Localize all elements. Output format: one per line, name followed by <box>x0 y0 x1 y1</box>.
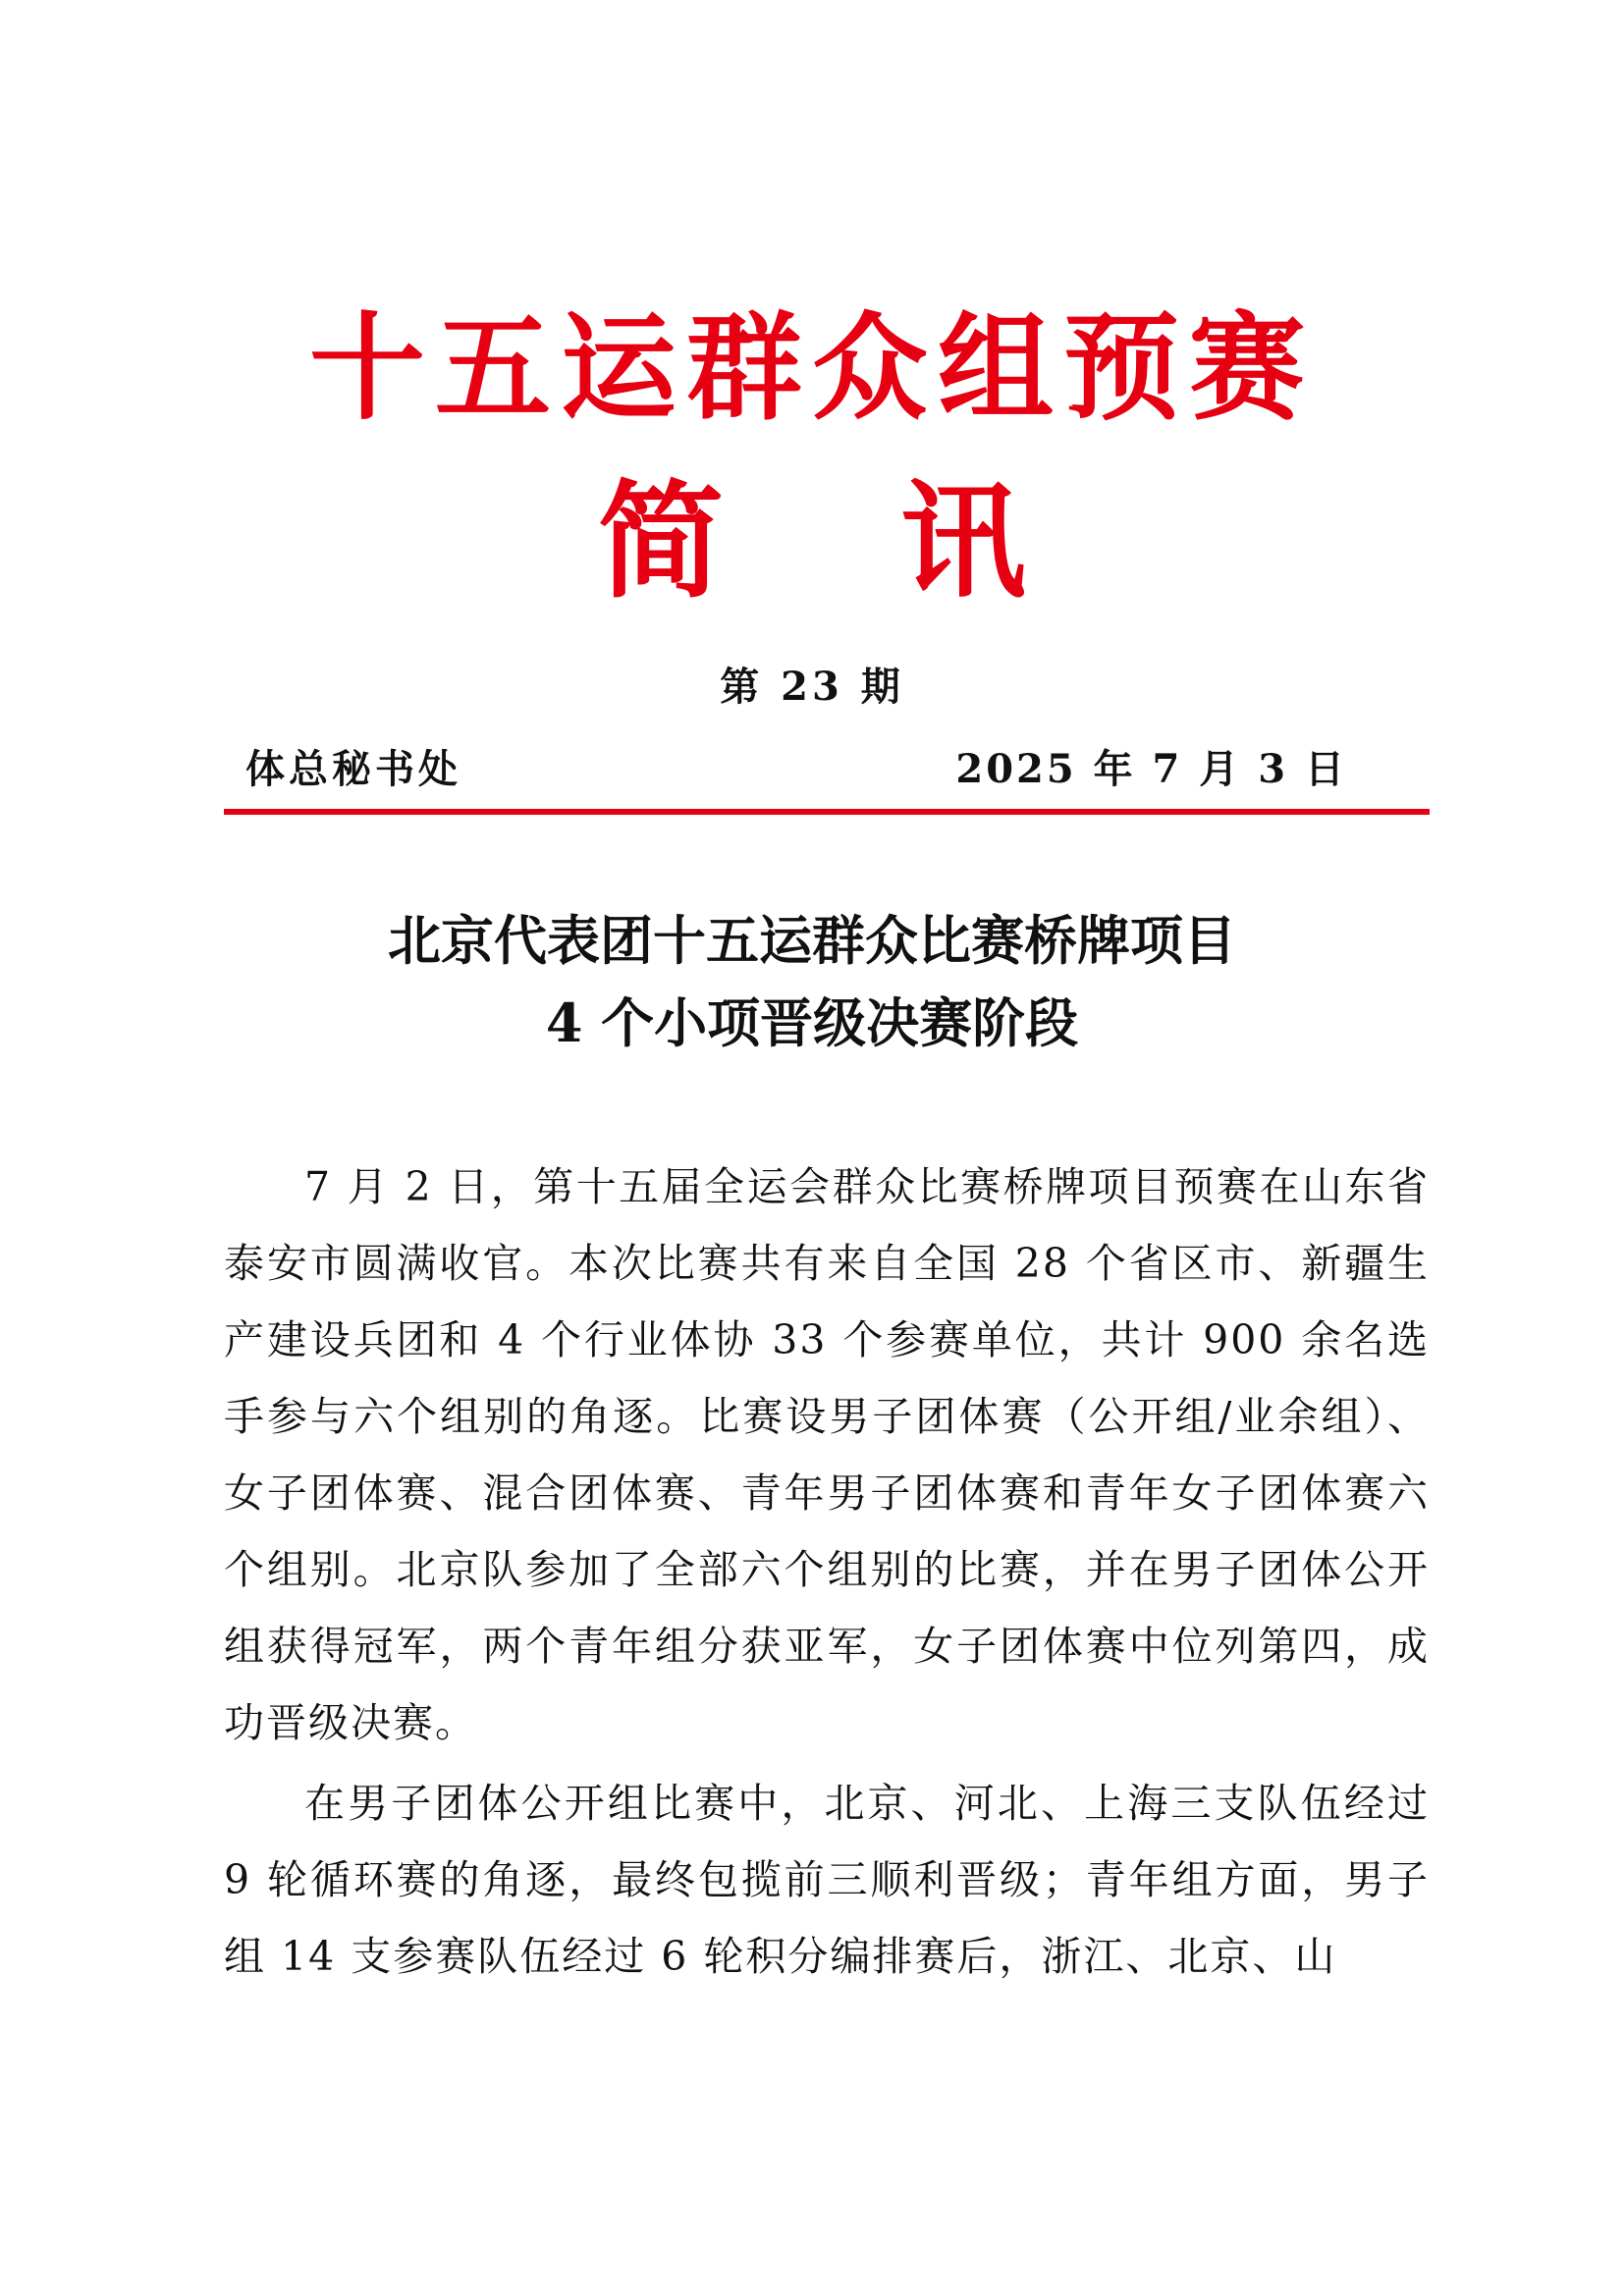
issue-date: 2025 年 7 月 3 日 <box>955 746 1347 792</box>
article-body <box>224 1148 1430 1999</box>
article-title-line-1: 北京代表团十五运群众比赛桥牌项目 <box>388 909 1236 972</box>
masthead-title: 十五运群众组预赛 <box>308 300 1315 436</box>
article-title-line-2: 4 个小项晋级决赛阶段 <box>545 991 1079 1054</box>
article-paragraph-1: 7 月 2 日，第十五届全运会群众比赛桥牌项目预赛在山东省泰安市圆满收官。本次比赛共有来自全国 28 个省区市、新疆生产建设兵团和 4 个行业体协 33 个参赛单位，共计 900 余名选手参与六个组别的角逐。比赛设男子团体赛（公开组/业余组）、女子团体赛、混合团体赛、青年男子团体赛和青年女子团体赛六个组别。北京队参加了全部六个组别的比赛，并在男子团体公开组获得冠军，两个青年组分获亚军，女子团体赛中位列第四，成功晋级决赛。 <box>224 1163 1430 1746</box>
masthead-subtitle <box>0 469 1624 616</box>
red-divider-rule <box>224 809 1430 815</box>
article-title <box>0 899 1624 1064</box>
masthead-subtitle-left: 简 <box>597 469 724 615</box>
masthead-subtitle-right: 讯 <box>900 469 1027 615</box>
issuer-name: 体总秘书处 <box>245 747 461 792</box>
issue-number: 第 23 期 <box>720 664 904 710</box>
article-paragraph-2: 在男子团体公开组比赛中，北京、河北、上海三支队伍经过 9 轮循环赛的角逐，最终包揽前三顺利晋级；青年组方面，男子组 14 支参赛队伍经过 6 轮积分编排赛后，浙江、北京、山 <box>224 1780 1430 1980</box>
